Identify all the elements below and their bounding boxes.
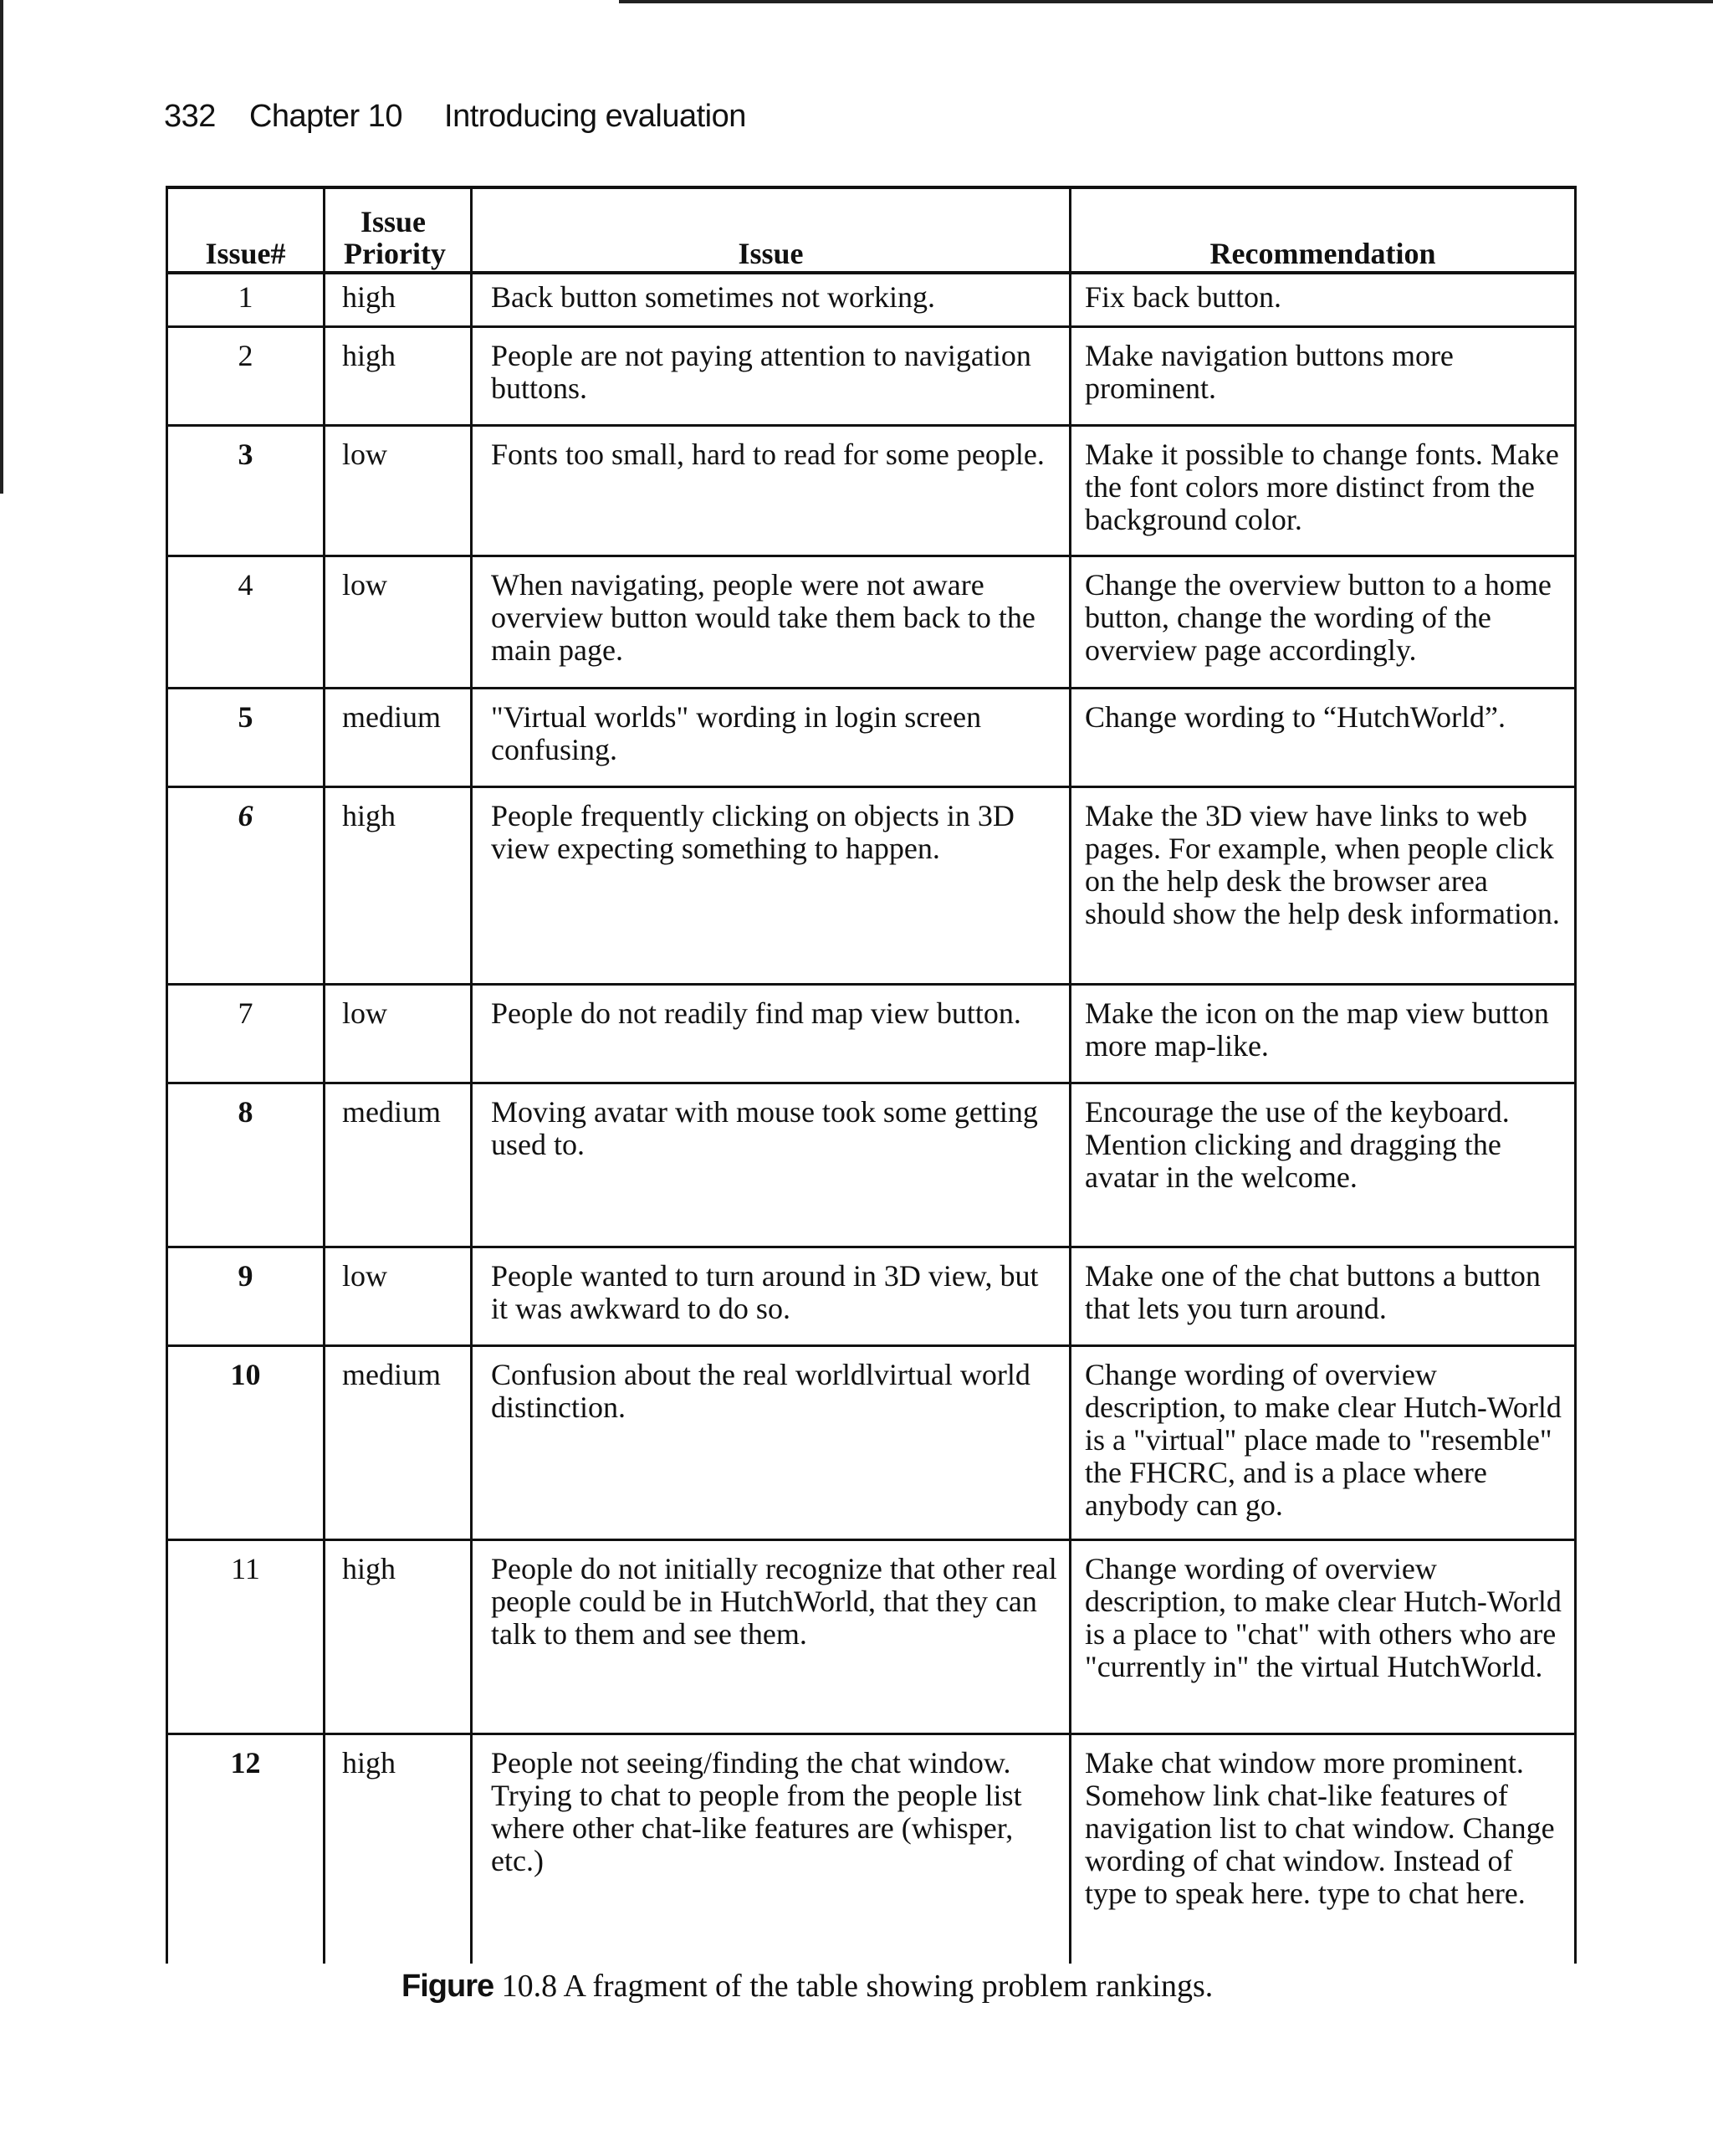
recommendation-cell: Make chat window more prominent. Somehow link chat-like features of navigation list to chat window. Change wording of chat window. Instead of type to speak here. type to chat here. [1071,1734,1576,1964]
table-row [167,1083,1576,1247]
priority-cell: medium [325,1346,472,1540]
issue-cell: Fonts too small, hard to read for some people. [472,426,1071,556]
running-head [164,99,746,135]
section-title: Introducing evaluation [444,99,746,134]
priority-cell: high [325,327,472,426]
priority-cell: medium [325,1083,472,1247]
table-header-row [167,187,1576,273]
issue-cell: Moving avatar with mouse took some getting used to. [472,1083,1071,1247]
table-row [167,689,1576,787]
recommendation-cell: Make one of the chat buttons a button that lets you turn around. [1071,1247,1576,1346]
issue-number-cell: 8 [167,1083,325,1247]
issue-number-cell: 9 [167,1247,325,1346]
figure-number: 10.8 [501,1969,558,2004]
issue-number-cell: 12 [167,1734,325,1964]
issue-number-cell: 5 [167,689,325,787]
issue-number-cell: 4 [167,556,325,689]
recommendation-cell: Change wording of overview description, to make clear Hutch-World is a "virtual" place made to "resemble" the FHCRC, and is a place where anybody can go. [1071,1346,1576,1540]
left-page-rule [0,0,3,494]
recommendation-cell: Make it possible to change fonts. Make the font colors more distinct from the background color. [1071,426,1576,556]
column-header-priority-line2: Priority [344,237,446,270]
issue-number-cell: 3 [167,426,325,556]
column-header-recommendation: Recommendation [1071,187,1576,273]
top-page-rule [619,0,1713,3]
issue-cell: When navigating, people were not aware overview button would take them back to the main page. [472,556,1071,689]
table-row [167,426,1576,556]
table-row [167,556,1576,689]
issue-cell: People do not initially recognize that other real people could be in HutchWorld, that they can talk to them and see them. [472,1540,1071,1734]
table-row [167,1247,1576,1346]
table-row [167,985,1576,1083]
issue-cell: Back button sometimes not working. [472,273,1071,327]
issue-cell: People not seeing/finding the chat window. Trying to chat to people from the people list where other chat-like features are (whisper, etc.) [472,1734,1071,1964]
recommendation-cell: Fix back button. [1071,273,1576,327]
page-number: 332 [164,99,216,134]
column-header-priority [325,187,472,273]
table-row [167,1540,1576,1734]
table-row [167,787,1576,985]
priority-cell: low [325,985,472,1083]
priority-cell: low [325,556,472,689]
recommendation-cell: Change wording of overview description, to make clear Hutch-World is a place to "chat" with others who are "currently in" the virtual HutchWorld. [1071,1540,1576,1734]
issue-cell: People are not paying attention to navigation buttons. [472,327,1071,426]
issue-cell: "Virtual worlds" wording in login screen confusing. [472,689,1071,787]
issue-number-cell: 2 [167,327,325,426]
recommendation-cell: Make the icon on the map view button more map-like. [1071,985,1576,1083]
issue-number-cell: 10 [167,1346,325,1540]
recommendation-cell: Make navigation buttons more prominent. [1071,327,1576,426]
priority-cell: high [325,273,472,327]
column-header-priority-line1: Issue [360,205,427,238]
problem-rankings-table [166,186,1577,1964]
recommendation-cell: Change the overview button to a home button, change the wording of the overview page accordingly. [1071,556,1576,689]
priority-cell: low [325,1247,472,1346]
issue-cell: People wanted to turn around in 3D view, but it was awkward to do so. [472,1247,1071,1346]
figure-caption-text: A fragment of the table showing problem rankings. [563,1969,1214,2004]
issue-number-cell: 1 [167,273,325,327]
chapter-label: Chapter 10 [248,99,402,134]
priority-cell: high [325,787,472,985]
priority-cell: high [325,1734,472,1964]
recommendation-cell: Make the 3D view have links to web pages. For example, when people click on the help desk the browser area should show the help desk information. [1071,787,1576,985]
figure-caption [401,1968,1213,2005]
column-header-issue: Issue [472,187,1071,273]
issue-cell: Confusion about the real worldlvirtual world distinction. [472,1346,1071,1540]
priority-cell: low [325,426,472,556]
recommendation-cell: Encourage the use of the keyboard. Mention clicking and dragging the avatar in the welcome. [1071,1083,1576,1247]
table-row [167,1346,1576,1540]
recommendation-cell: Change wording to “HutchWorld”. [1071,689,1576,787]
priority-cell: medium [325,689,472,787]
column-header-issue-number: Issue# [167,187,325,273]
table-row [167,273,1576,327]
figure-label: Figure [401,1969,494,2004]
issue-cell: People frequently clicking on objects in 3D view expecting something to happen. [472,787,1071,985]
table-row [167,1734,1576,1964]
issue-number-cell: 6 [167,787,325,985]
table-row [167,327,1576,426]
issue-cell: People do not readily find map view button. [472,985,1071,1083]
issue-number-cell: 7 [167,985,325,1083]
priority-cell: high [325,1540,472,1734]
issue-number-cell: 11 [167,1540,325,1734]
